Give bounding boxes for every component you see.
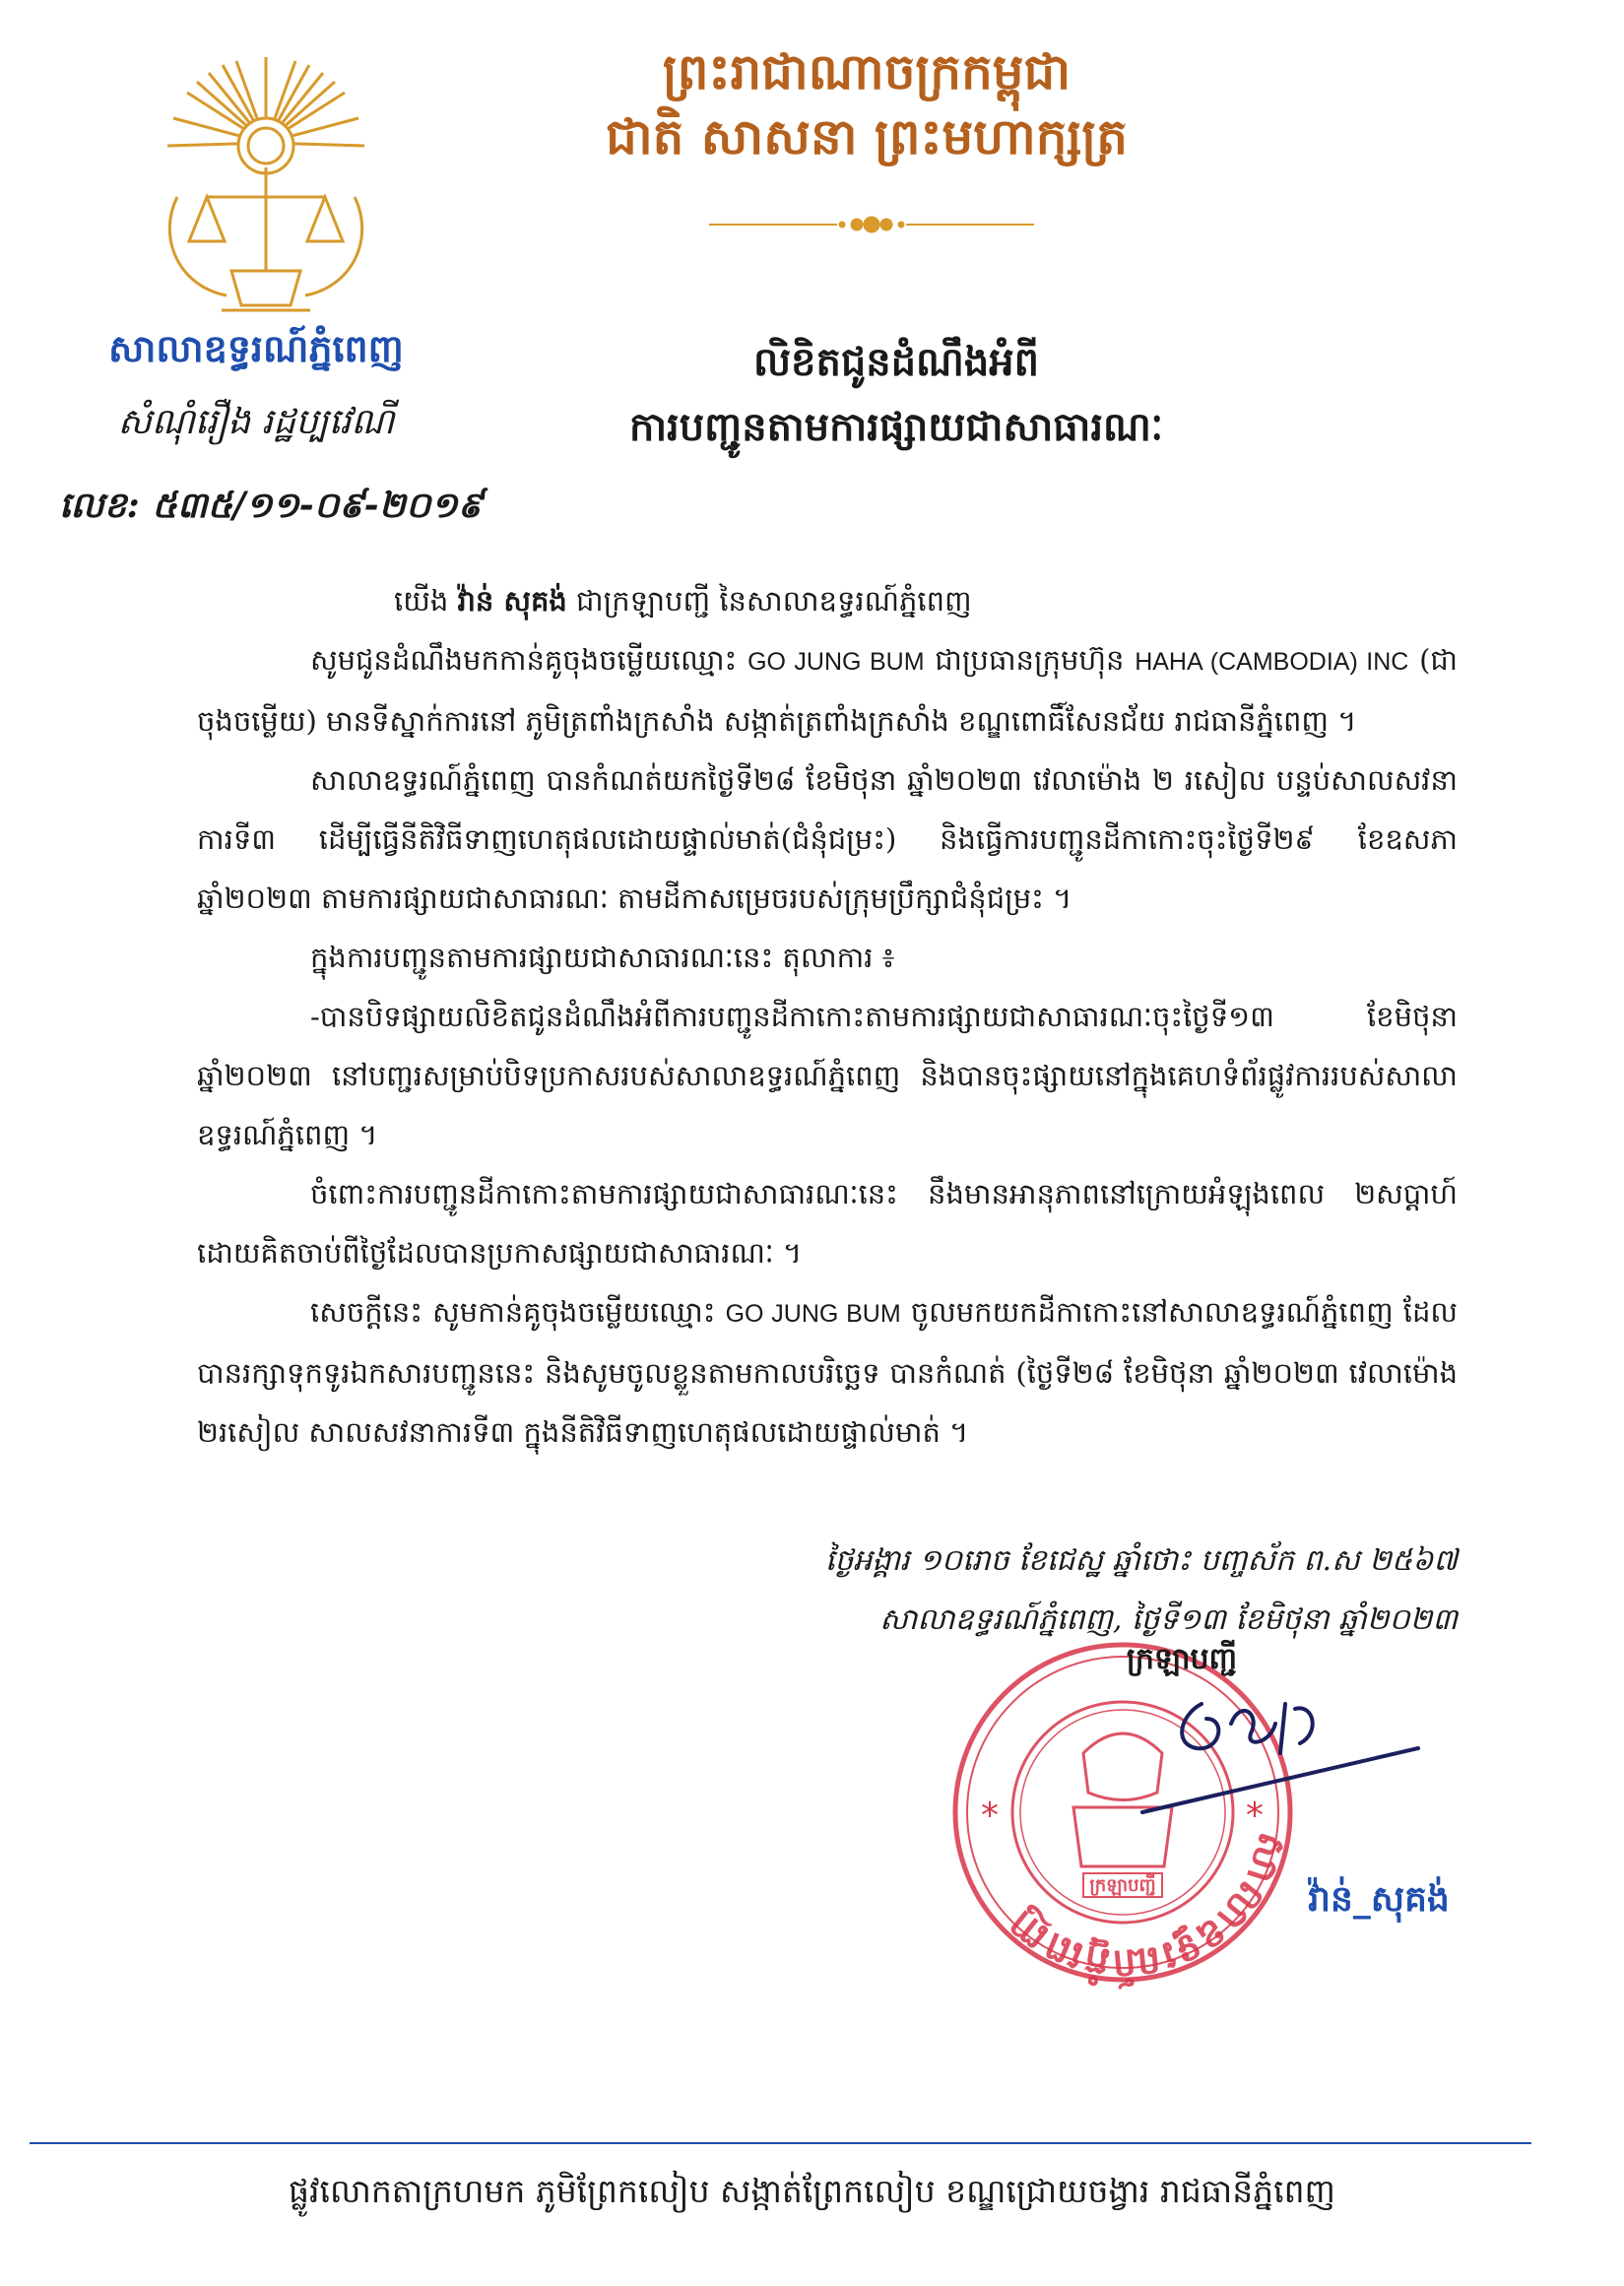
company-name: HAHA (CAMBODIA) INC (1135, 648, 1409, 676)
kingdom-heading-line1: ព្រះរាជាណាចក្រកម្ពុជា (662, 42, 1072, 100)
text-segment: ជាក្រឡាបញ្ជី នៃសាលាឧទ្ធរណ៍ភ្នំពេញ (566, 584, 972, 618)
registrar-name: វ៉ាន់ សុគង់ (457, 584, 567, 618)
kingdom-heading-line2: ជាតិ សាសនា ព្រះមហាក្សត្រ (606, 107, 1128, 165)
text-segment: យើង (394, 584, 458, 618)
paragraph-summons (197, 1282, 1458, 1462)
text-segment: ចូលមកយកដីកាកោះនៅសាលាឧទ្ធរណ៍ភ្នំពេញ ដែលបានរក្សាទុកទូរឯកសារបញ្ជូននេះ និងសូមចូលខ្លួនតាមកាលបរិច្ឆេទ បានកំណត់ (ថ្ងៃទី២៨ ខែមិថុនា ឆ្នាំ២០២៣ វេលាម៉ោង ២រសៀល សាលសវនាការទី៣ ក្នុងនីតិវិធីទាញហេតុផលដោយផ្ទាល់មាត់ ។ (197, 1295, 1458, 1449)
text-segment: ជាប្រធានក្រុមហ៊ុន (924, 643, 1136, 677)
paragraph-service: ក្នុងការបញ្ជូនតាមការផ្សាយជាសាធារណៈនេះ តុលាការ ៖ (310, 941, 895, 974)
document-title-line1: លិខិតជូនដំណឹងអំពី (752, 339, 1040, 385)
court-name: សាលាឧទ្ធរណ៍ភ្នំពេញ (108, 326, 404, 370)
defendant-name: GO JUNG BUM (747, 648, 925, 676)
defendant-name: GO JUNG BUM (725, 1300, 901, 1328)
signature-icon (1103, 1665, 1438, 1842)
solar-date: សាលាឧទ្ធរណ៍ភ្នំពេញ, ថ្ងៃទី១៣ ខែមិថុនា ឆ្នាំ២០២៣ (879, 1602, 1458, 1637)
paragraph-notice (197, 630, 1458, 751)
paragraph-effect: ចំពោះការបញ្ជូនដីកាកោះតាមការផ្សាយជាសាធារណៈនេះ នឹងមានអានុភាពនៅក្រោយអំឡុងពេល ២សប្តាហ៍ ដោយគិតចាប់ពីថ្ងៃដែលបានប្រកាសផ្សាយជាសាធារណៈ ។ (197, 1177, 1458, 1270)
footer-divider (30, 2142, 1531, 2144)
text-segment: សូមជូនដំណឹងមកកាន់គូចុងចម្លើយឈ្មោះ (310, 643, 748, 677)
footer-address: ផ្លូវលោកតាក្រហមក ភូមិព្រែកលៀប សង្កាត់ព្រែកលៀប ខណ្ឌជ្រោយចង្វារ រាជធានីភ្នំពេញ (289, 2172, 1335, 2210)
registrar-title: ក្រឡាបញ្ជី (1126, 1642, 1238, 1676)
document-title-line2: ការបញ្ជូនតាមការផ្សាយជាសាធារណៈ (628, 404, 1164, 450)
letter-body (197, 571, 1458, 1462)
text-segment: សេចក្តីនេះ សូមកាន់គូចុងចម្លើយឈ្មោះ (310, 1295, 726, 1329)
kingdom-heading (552, 39, 1182, 169)
reference-number: លេខ: ៥៣៥/១១-០៩-២០១៩ (59, 485, 484, 526)
signer-name: វ៉ាន់_សុគង់ (1308, 1878, 1450, 1920)
seal-star-left: * (981, 1796, 999, 1836)
paragraph-hearing: សាលាឧទ្ធរណ៍ភ្នំពេញ បានកំណត់យកថ្ងៃទី២៨ ខែមិថុនា ឆ្នាំ២០២៣ វេលាម៉ោង ២ រសៀល បន្ទប់សាលសវនាការទី៣ ដើម្បីធ្វើនីតិវិធីទាញហេតុផលដោយផ្ទាល់មាត់(ជំនុំជម្រះ) និងធ្វើការបញ្ជូនដីកាកោះចុះថ្ងៃទី២៩ ខែឧសភា ឆ្នាំ២០២៣ តាមការផ្សាយជាសាធារណៈ តាមដីកាសម្រេចរបស់ក្រុមប្រឹក្សាជំនុំជម្រះ ។ (197, 763, 1458, 915)
ornament-divider-icon (709, 207, 1034, 242)
seal-inner-label: ក្រឡាបញ្ជី (1089, 1875, 1156, 1896)
case-department: សំណុំរឿង រដ្ឋប្បវេណី (117, 402, 395, 442)
paragraph-registrar (197, 571, 1458, 630)
seal-star-right: * (1246, 1796, 1264, 1836)
lunar-date: ថ្ងៃអង្គារ ១០រោច ខែជេស្ឋ ឆ្នាំថោះ បញ្ចស័ក ព.ស ២៥៦៧ (824, 1543, 1458, 1578)
seal-ring-text: សាលាឧទ្ធរណ៍ភ្នំពេញ (999, 1827, 1297, 1989)
date-block (768, 1532, 1458, 1650)
document-title (512, 330, 1280, 460)
paragraph-posting: -បានបិទផ្សាយលិខិតជូនដំណឹងអំពីការបញ្ជូនដីកាកោះតាមការផ្សាយជាសាធារណៈចុះថ្ងៃទី១៣ ខែមិថុនា ឆ្នាំ២០២៣ នៅបញ្ជរសម្រាប់បិទប្រកាសរបស់សាលាឧទ្ធរណ៍ភ្នំពេញ និងបានចុះផ្សាយនៅក្នុងគេហទំព័រផ្លូវការរបស់សាលាឧទ្ធរណ៍ភ្នំពេញ ។ (197, 1000, 1458, 1151)
text-segment: (ជាចុងចម្លើយ) មានទីស្នាក់ការនៅ ភូមិត្រពាំងក្រសាំង សង្កាត់ត្រពាំងក្រសាំង ខណ្ឌពោធិ៍សែនជ័យ រាជធានីភ្នំពេញ ។ (197, 643, 1458, 738)
court-emblem-icon (118, 49, 414, 325)
